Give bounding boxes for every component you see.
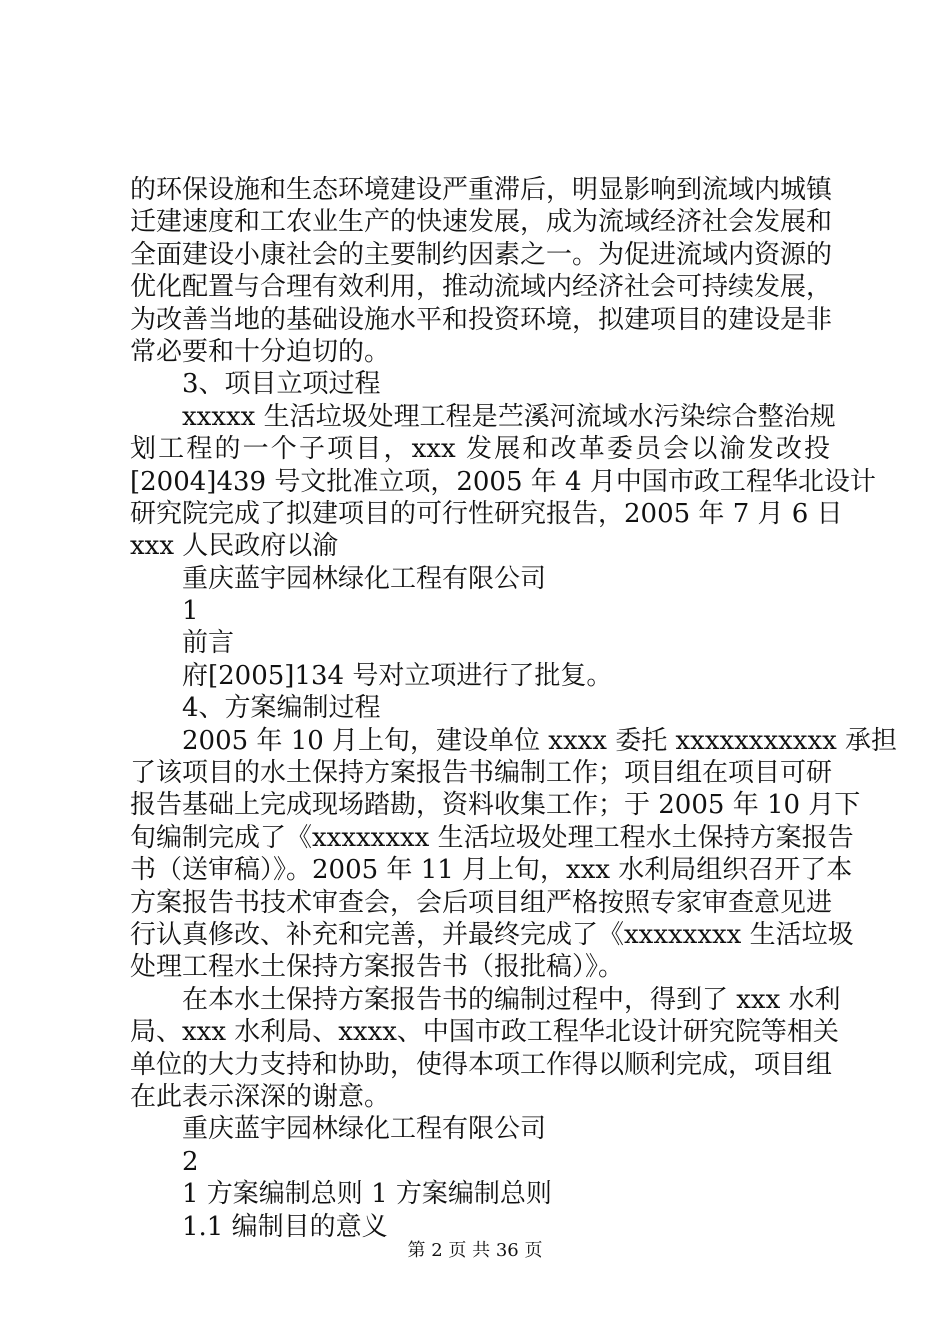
text-line: 处理工程水土保持方案报告书（报批稿）》。 <box>130 952 625 983</box>
text-line: 的环保设施和生态环境建设严重滞后，明显影响到流域内城镇 <box>130 175 833 205</box>
text-line: 为改善当地的基础设施水平和投资环境，拟建项目的建设是非 <box>130 304 833 335</box>
page-number-inline: 1 <box>182 596 199 627</box>
text-line: xxx 人民政府以渝 <box>130 531 339 562</box>
text-line: 书（送审稿）》。2005 年 11 月上旬，xxx 水利局组织召开了本 <box>130 855 853 886</box>
section-heading: 4、方案编制过程 <box>182 693 381 724</box>
text-line: 旬编制完成了《xxxxxxxx 生活垃圾处理工程水土保持方案报告 <box>130 822 854 853</box>
chapter-heading: 1 方案编制总则 1 方案编制总则 <box>182 1179 552 1210</box>
text-line: 报告基础上完成现场踏勘，资料收集工作；于 2005 年 10 月下 <box>130 790 861 821</box>
company-name: 重庆蓝宇园林绿化工程有限公司 <box>182 563 547 594</box>
preface-label: 前言 <box>182 628 235 659</box>
text-line: 府[2005]134 号对立项进行了批复。 <box>182 660 613 691</box>
text-line: 局、xxx 水利局、xxxx、中国市政工程华北设计研究院等相关 <box>130 1017 839 1048</box>
text-line: 常必要和十分迫切的。 <box>130 336 391 367</box>
text-line: 2005 年 10 月上旬，建设单位 xxxx 委托 xxxxxxxxxxx 承担 <box>182 725 898 756</box>
text-line: 全面建设小康社会的主要制约因素之一。为促进流域内资源的 <box>130 239 833 270</box>
text-line: 方案报告书技术审查会，会后项目组严格按照专家审查意见进 <box>130 887 833 918</box>
text-line: [2004]439 号文批准立项，2005 年 4 月中国市政工程华北设计 <box>130 466 876 497</box>
text-line: 在本水土保持方案报告书的编制过程中，得到了 xxx 水利 <box>182 984 841 1015</box>
text-line: 优化配置与合理有效利用，推动流域内经济社会可持续发展， <box>130 272 833 303</box>
text-line: xxxxx 生活垃圾处理工程是苎溪河流域水污染综合整治规 <box>182 401 836 432</box>
page-number-inline: 2 <box>182 1146 199 1177</box>
text-line: 了该项目的水土保持方案报告书编制工作；项目组在项目可研 <box>130 758 833 789</box>
page-footer: 第 2 页 共 36 页 <box>407 1240 543 1261</box>
section-heading: 3、项目立项过程 <box>182 369 381 400</box>
text-line: 行认真修改、补充和完善，并最终完成了《xxxxxxxx 生活垃圾 <box>130 919 854 950</box>
text-line: 迁建速度和工农业生产的快速发展，成为流域经济社会发展和 <box>130 207 833 238</box>
text-line: 单位的大力支持和协助，使得本项工作得以顺利完成，项目组 <box>130 1049 833 1080</box>
text-line: 在此表示深深的谢意。 <box>130 1081 391 1112</box>
text-line: 划工程的一个子项目，xxx 发展和改革委员会以渝发改投 <box>130 434 830 465</box>
company-name: 重庆蓝宇园林绿化工程有限公司 <box>182 1114 547 1145</box>
document-body <box>130 174 898 1243</box>
text-line: 研究院完成了拟建项目的可行性研究报告，2005 年 7 月 6 日 <box>130 498 843 529</box>
section-heading: 1.1 编制目的意义 <box>182 1211 388 1242</box>
